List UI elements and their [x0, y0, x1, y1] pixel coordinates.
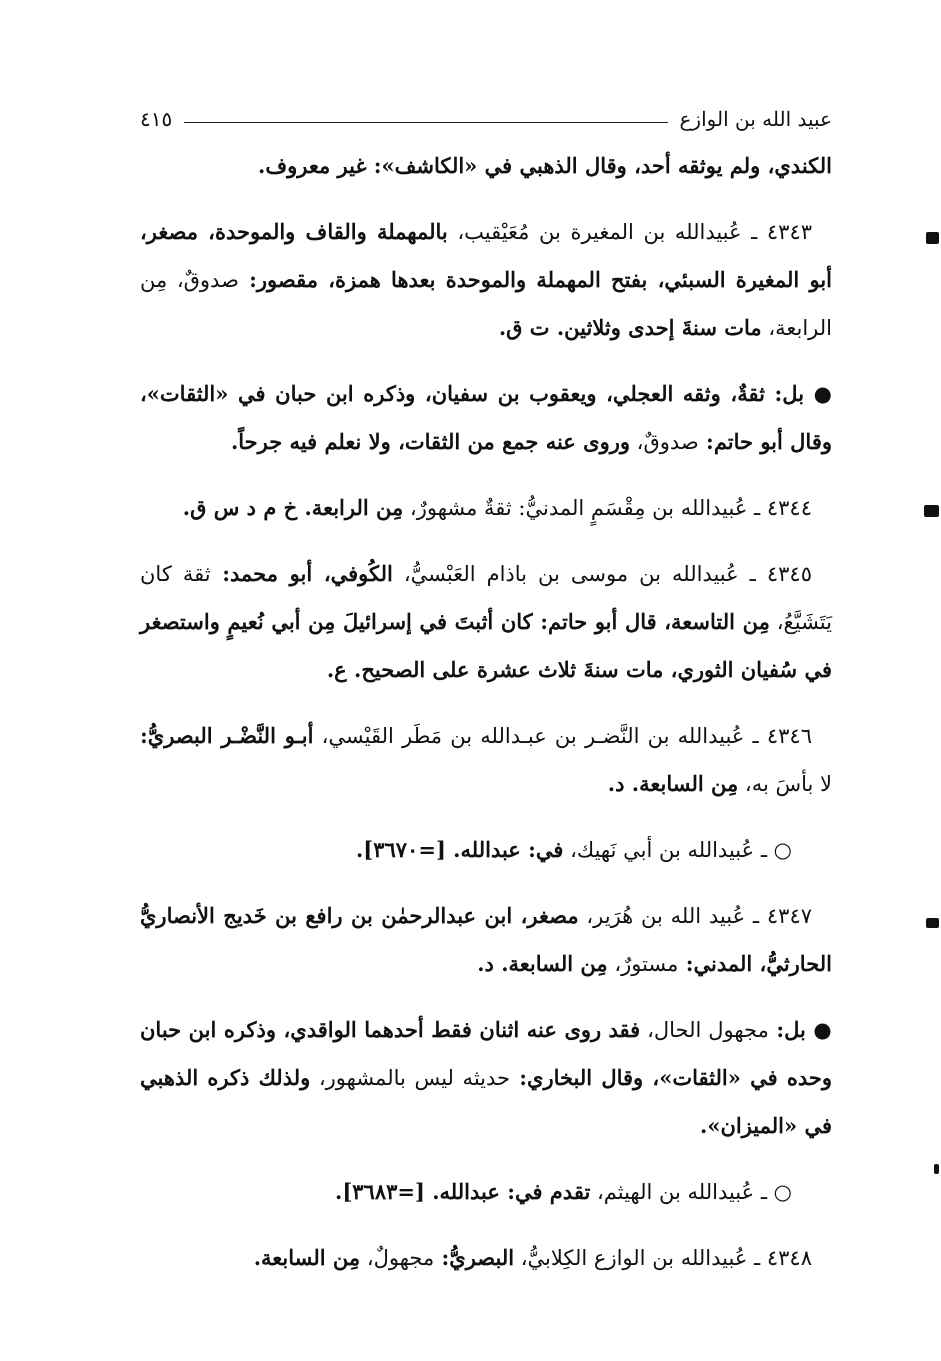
entry-4348: [140, 1234, 832, 1282]
paragraph-continuation: [140, 142, 832, 190]
text-segment: ٤٣٤٤ ـ عُبيدالله بن مِقْسَمٍ المدنيُّ: ثقةٌ مشهورٌ،: [403, 496, 812, 520]
text-segment: لا بأسَ به،: [738, 772, 832, 796]
text-segment: ٤٣٤٦ ـ عُبيدالله بن النَّضـر بن عبـدالله بن مَطَر القَيْسي،: [313, 724, 812, 748]
text-segment: مستورٌ،: [607, 952, 679, 976]
text-segment: حديثه ليس بالمشهور،: [310, 1066, 511, 1090]
margin-mark: [926, 918, 939, 928]
header-rule: [184, 122, 667, 123]
text-segment: ٤٣٤٨ ـ عُبيدالله بن الوازع الكِلابيُّ،: [514, 1246, 812, 1270]
margin-mark: [934, 1164, 939, 1174]
bold-text-segment: الكندي، ولم يوثقه أحد، وقال الذهبي في «الكاشف»: غير معروف.: [258, 153, 832, 178]
bold-text-segment: فقد روى عنه اثنان فقط أحدهما الواقدي، وذكره ابن حبان وحده في «الثقات»، وقال البخاري:: [140, 1017, 833, 1090]
bold-text-segment: مِن الرابعة. خ م د س ق.: [182, 495, 404, 520]
bold-text-segment: مِن السابعة.: [253, 1245, 361, 1270]
bold-text-segment: مات سنةَ إحدى وثلاثين. ت ق.: [498, 315, 762, 340]
bold-text-segment: الكُوفي، أبو محمد:: [210, 561, 393, 586]
entry-4346: [140, 712, 832, 808]
cross-reference-al-haytham: [140, 1168, 832, 1216]
cross-reference-abi-nahik: [140, 826, 832, 874]
comment-4347: [140, 1006, 832, 1150]
bold-text-segment: مِن السابعة. د.: [607, 771, 739, 796]
bold-text-segment: مِن التاسعة، قال أبو حاتم: كان أثبتَ في إسرائيلَ مِن أبي نُعيمٍ واستصغر في سُفيان الثوري، مات سنةَ ثلاث عشرة على الصحيح. ع.: [140, 609, 832, 682]
margin-mark: [924, 505, 939, 517]
text-segment: صدوقٌ،: [630, 430, 699, 454]
text-segment: ٤٣٤٥ ـ عُبيدالله بن موسى بن باذام العَبْسيُّ،: [392, 562, 812, 586]
entry-4343: [140, 208, 832, 352]
text-segment: ٤٣٤٣ ـ عُبيدالله بن المغيرة بن مُعَيْقيب،: [447, 220, 813, 244]
running-title: عبيد الله بن الوازع: [679, 107, 832, 131]
bold-text-segment: وروى عنه جمع من الثقات، ولا نعلم فيه جرحاً.: [230, 429, 630, 454]
entry-4345: [140, 550, 832, 694]
bold-text-segment: أبـو النَّضْـر البصريُّ:: [140, 723, 314, 748]
text-segment: مجهول الحال،: [640, 1018, 769, 1042]
bold-text-segment: مِن السابعة. د.: [477, 951, 608, 976]
margin-mark: [926, 232, 939, 244]
text-segment: ثقة كان يَتَشَيَّعُ،: [140, 562, 832, 634]
comment-4343: [140, 370, 832, 466]
text-segment: مجهولٌ،: [360, 1246, 435, 1270]
text-segment: ○ ـ عُبيدالله بن الهيثم،: [590, 1180, 792, 1204]
bold-text-segment: في: عبدالله. [=٣٦٧٠].: [355, 837, 564, 862]
running-header: [140, 104, 832, 134]
bold-text-segment: ولذلك ذكره الذهبي في «الميزان».: [140, 1065, 832, 1138]
bold-text-segment: ● بل:: [768, 1017, 832, 1042]
text-segment: صدوقٌ، مِن الرابعة،: [140, 268, 832, 340]
entry-4347: [140, 892, 832, 988]
bold-text-segment: بالمهملة والقاف والموحدة، مصغر، أبو المغيرة السبئي، بفتح المهملة والموحدة بعدها همزة، مقصور:: [140, 219, 832, 292]
bold-text-segment: تقدم في: عبدالله. [=٣٦٨٣].: [335, 1179, 591, 1204]
text-segment: ○ ـ عُبيدالله بن أبي نَهيك،: [563, 838, 792, 862]
page-number: ٤١٥: [140, 107, 173, 131]
bold-text-segment: البصريُّ:: [434, 1245, 515, 1270]
page-body: [140, 142, 832, 1294]
bold-text-segment: ● بل: ثقةٌ، وثقه العجلي، ويعقوب بن سفيان، وذكره ابن حبان في «الثقات»، وقال أبو حاتم:: [140, 381, 832, 454]
bold-text-segment: مصغر، ابن عبدالرحمٰن بن رافع بن خَديج الأنصاريُّ الحارثيُّ، المدني:: [140, 903, 832, 976]
text-segment: ٤٣٤٧ ـ عُبيد الله بن هُرَير،: [578, 904, 813, 928]
entry-4344: [140, 484, 832, 532]
